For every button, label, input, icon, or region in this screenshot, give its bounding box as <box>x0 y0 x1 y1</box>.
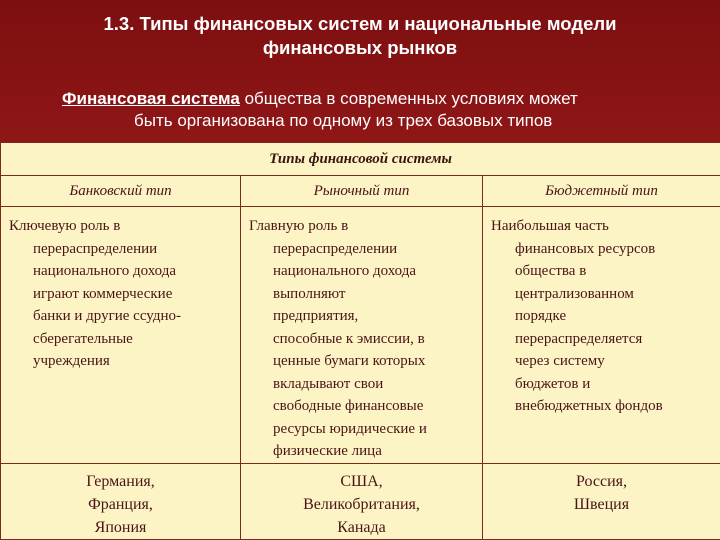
countries-market <box>241 463 483 539</box>
desc-line: свободные финансовые <box>273 398 424 414</box>
slide-title <box>60 12 660 60</box>
country: Швеция <box>573 495 630 513</box>
country: Франция, <box>88 495 153 513</box>
country: Япония <box>94 518 147 536</box>
desc-first-line: Наибольшая часть <box>491 218 609 234</box>
desc-line: банки и другие ссудно- <box>33 308 182 324</box>
column-header-market: Рыночный тип <box>241 176 483 207</box>
country: Канада <box>337 518 386 536</box>
desc-line: перераспределяется <box>515 330 643 347</box>
desc-line: ценные бумаги которых <box>273 353 426 369</box>
table-caption: Типы финансовой системы <box>1 143 720 176</box>
intro-rest: общества в современных условиях может <box>239 89 578 108</box>
desc-line: национального дохода <box>273 263 416 279</box>
desc-line: через систему <box>515 353 605 369</box>
country: США, <box>340 472 383 490</box>
desc-line: учреждения <box>33 353 110 369</box>
desc-line: сберегательные <box>33 330 133 347</box>
countries-budget <box>483 463 720 539</box>
desc-line: общества в <box>515 263 587 279</box>
desc-line: предприятия, <box>273 308 359 324</box>
financial-system-types-table <box>0 142 720 540</box>
description-market <box>241 207 483 464</box>
country: Германия, <box>86 472 155 490</box>
desc-first-line: Главную роль в <box>249 218 349 234</box>
desc-line: финансовых ресурсов <box>515 240 656 257</box>
desc-line: выполняют <box>273 285 346 302</box>
slide-header <box>0 0 720 142</box>
description-budget <box>483 207 720 464</box>
desc-line: внебюджетных фондов <box>515 398 663 414</box>
desc-line: бюджетов и <box>515 375 591 392</box>
countries-bank <box>1 463 241 539</box>
country: Россия, <box>575 472 628 490</box>
desc-line: ресурсы юридические и <box>273 420 427 437</box>
column-header-budget: Бюджетный тип <box>483 176 720 207</box>
intro-term: Финансовая система <box>62 89 240 108</box>
intro-text <box>62 88 682 132</box>
desc-line: способные к эмиссии, в <box>273 330 425 347</box>
desc-line: физические лица <box>273 443 382 459</box>
title-line-2: финансовых рынков <box>262 37 458 58</box>
column-header-bank: Банковский тип <box>1 176 241 207</box>
intro-line-2: быть организована по одному из трех базовых типов <box>134 111 553 130</box>
title-line-1: 1.3. Типы финансовых систем и национальные модели <box>103 13 617 34</box>
desc-line: играют коммерческие <box>33 285 173 302</box>
desc-line: перераспределении <box>273 240 398 257</box>
table-area <box>0 142 720 540</box>
desc-line: порядке <box>515 308 567 324</box>
desc-line: централизованном <box>515 285 634 302</box>
country: Великобритания, <box>303 495 420 513</box>
desc-first-line: Ключевую роль в <box>9 218 121 234</box>
desc-line: перераспределении <box>33 240 158 257</box>
desc-line: вкладывают свои <box>273 375 384 392</box>
desc-line: национального дохода <box>33 263 176 279</box>
description-bank <box>1 207 241 464</box>
